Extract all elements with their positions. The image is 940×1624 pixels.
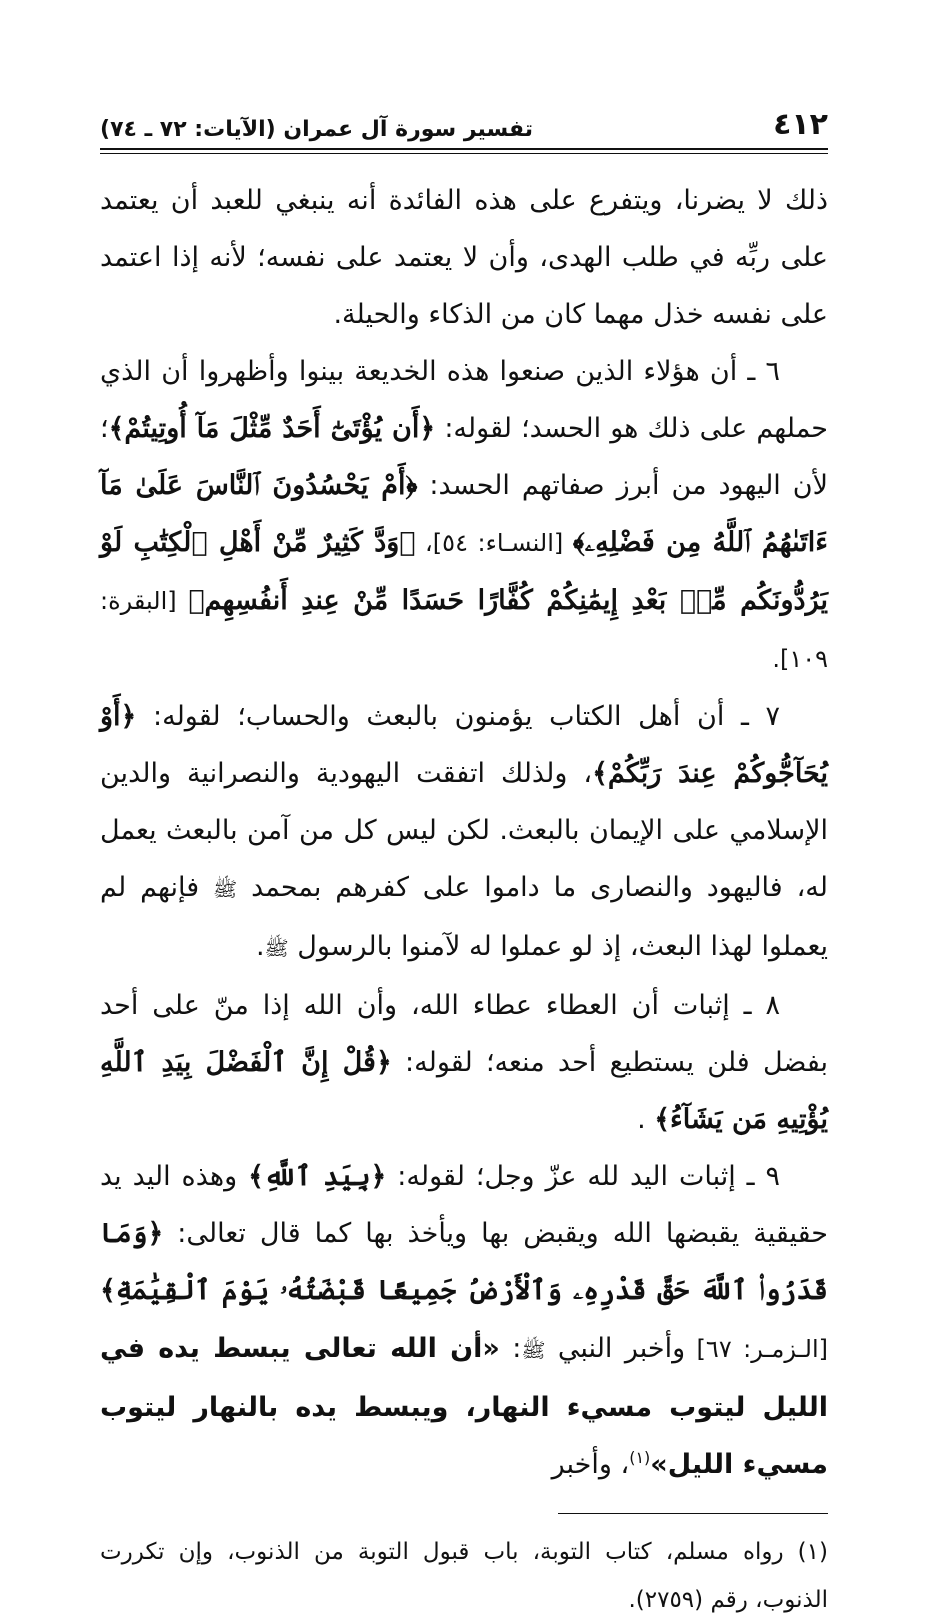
footnote-item: (١) رواه مسلم، كتاب التوبة، باب قبول التوبة من الذنوب، وإن تكررت الذنوب، رقم (٢٧٥٩). (100, 1539, 828, 1613)
paragraph-text: ٧ ـ أن أهل الكتاب يؤمنون بالبعث والحساب؛ لقوله: (136, 701, 780, 732)
paragraph-text: فإنهم لم يعملوا لهذا البعث، إذ لو عملوا له لآمنوا بالرسول (100, 872, 828, 962)
paragraph-continuation (100, 172, 828, 343)
paragraph-point-8 (100, 977, 828, 1148)
paragraph-text: ٩ ـ إثبات اليد لله عزّ وجل؛ لقوله: (386, 1161, 781, 1192)
running-title: تفسير سورة آل عمران (الآيات: ٧٢ ـ ٧٤) (100, 117, 533, 142)
paragraph-text: . (637, 1104, 655, 1135)
hadith-quote: «أن الله تعالى يبسط يده في الليل ليتوب مسيء النهار، ويبسط يده بالنهار ليتوب مسيء الليل» (100, 1333, 828, 1480)
paragraph-text: : (499, 1333, 522, 1364)
paragraph-point-6 (100, 343, 828, 688)
verse-reference: [الـزمـر: ٦٧] (685, 1335, 828, 1363)
paragraph-text: . (255, 931, 265, 962)
salawat-glyph: ﷺ (264, 936, 289, 960)
quran-verse: ﴿بِيَدِ ٱللَّهِ﴾ (248, 1161, 387, 1192)
quran-verse: ﴿وَمَا قَدَرُوا۟ ٱللَّهَ حَقَّ قَدْرِهِۦ وَٱلْأَرْضُ جَمِيعًا قَبْضَتُهُۥ يَوْمَ ٱلْقِيَٰمَةِ﴾ (100, 1218, 828, 1306)
salawat-glyph: ﷺ (521, 1338, 546, 1362)
footnotes (100, 1528, 828, 1624)
paragraph-text: وهذه اليد يد حقيقية يقبضها الله ويقبض بها ويأخذ بها كما قال تعالى: (100, 1161, 828, 1249)
quran-verse: ﴿أَوْ يُحَآجُّوكُمْ عِندَ رَبِّكُمْ﴾ (100, 701, 829, 789)
page-header (100, 92, 828, 150)
verse-reference: [البقرة: ١٠٩]. (100, 587, 828, 673)
salawat-glyph: ﷺ (213, 877, 238, 901)
verse-reference: [النسـاء: ٥٤]، (415, 529, 573, 557)
paragraph-point-9 (100, 1148, 828, 1493)
main-text (100, 172, 828, 1493)
page-number: ٤١٢ (773, 107, 828, 142)
footnote-marker[interactable]: (١) (629, 1448, 651, 1467)
paragraph-text: ٦ ـ أن هؤلاء الذين صنعوا هذه الخديعة بينوا وأظهروا أن الذي حملهم على ذلك هو الحسد؛ لقوله: (100, 356, 828, 444)
paragraph-text: ٨ ـ إثبات أن العطاء عطاء الله، وأن الله إذا منّ على أحد بفضل فلن يستطيع أحد منعه؛ لقوله: (100, 990, 828, 1078)
paragraph-point-7 (100, 688, 828, 977)
footnote-divider (558, 1513, 828, 1514)
paragraph-text: ، وأخبر (551, 1449, 630, 1480)
paragraph-text: ؛ لأن اليهود من أبرز صفاتهم الحسد: (100, 413, 828, 501)
quran-verse: ﴿قُلْ إِنَّ ٱلْفَضْلَ بِيَدِ ٱللَّهِ يُؤْتِيهِ مَن يَشَآءُ﴾ (100, 1047, 828, 1135)
quran-verse: ﴿وَدَّ كَثِيرٌ مِّنْ أَهْلِ ٱلْكِتَٰبِ لَوْ يَرُدُّونَكُم مِّنۢ بَعْدِ إِيمَٰنِكُمْ كُفَّارًا حَسَدًا مِّنْ عِندِ أَنفُسِهِم﴾ (100, 527, 828, 616)
paragraph-text: ، ولذلك اتفقت اليهودية والنصرانية والدين الإسلامي على الإيمان بالبعث. لكن ليس كل من آمن بالبعث يعمل له، فاليهود والنصارى ما داموا على كفرهم بمحمد (100, 758, 828, 903)
paragraph-text: وأخبر النبي (545, 1333, 686, 1364)
quran-verse: ﴿أَن يُؤْتَىٰٓ أَحَدٌ مِّثْلَ مَآ أُوتِيتُمْ﴾ (108, 413, 436, 444)
paragraph-text: ذلك لا يضرنا، ويتفرع على هذه الفائدة أنه ينبغي للعبد أن يعتمد على ربِّه في طلب الهدى، وأن لا يعتمد على نفسه؛ لأنه إذا اعتمد على نفسه خذل مهما كان من الذكاء والحيلة. (100, 185, 828, 330)
quran-verse: ﴿أَمْ يَحْسُدُونَ ٱلنَّاسَ عَلَىٰ مَآ ءَاتَىٰهُمُ ٱللَّهُ مِن فَضْلِهِۦ﴾ (100, 470, 828, 558)
